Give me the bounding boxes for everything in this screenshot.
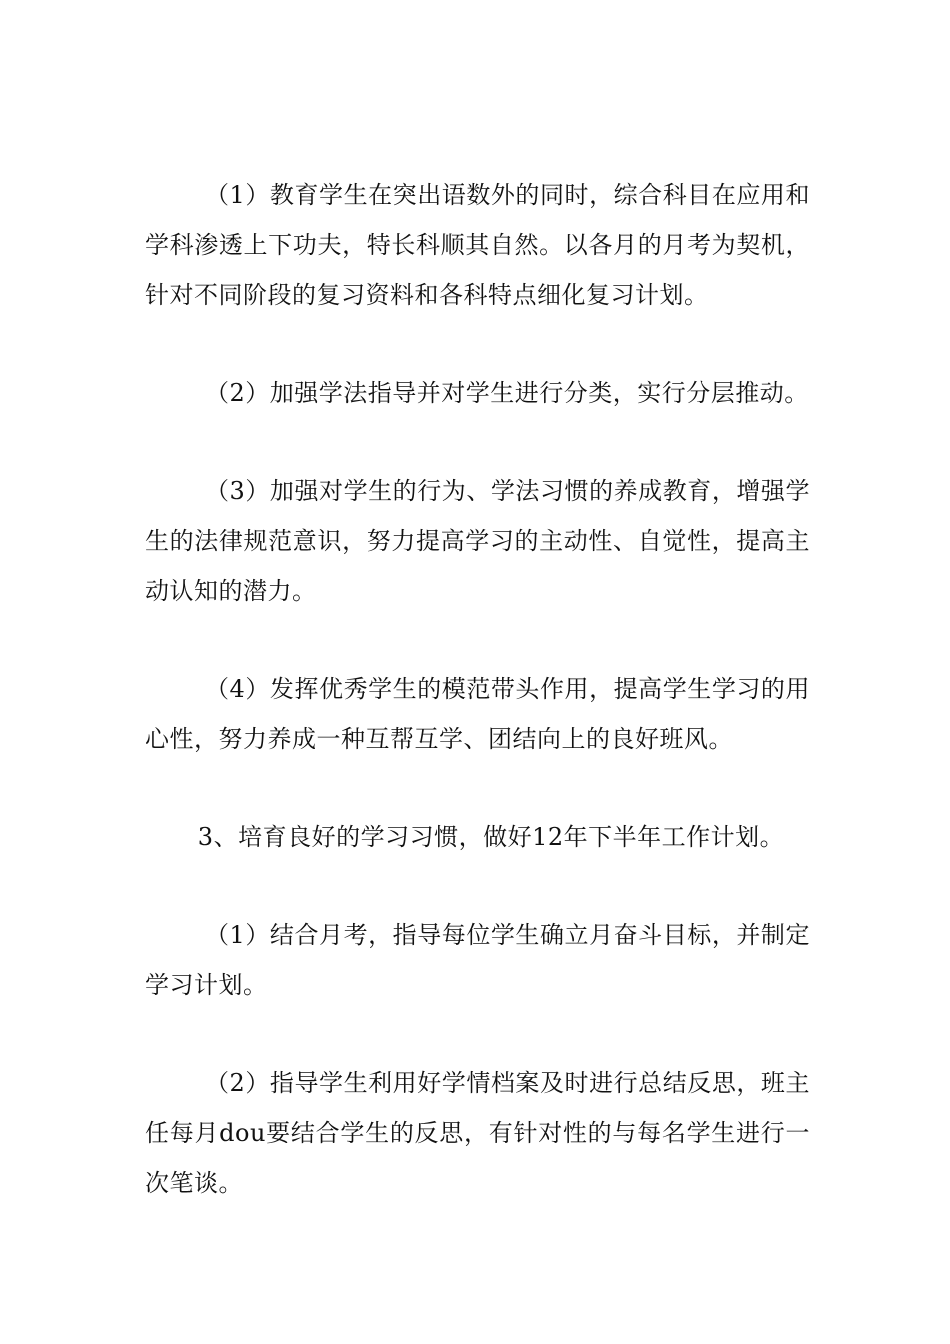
paragraph-item-3: （3）加强对学生的行为、学法习惯的养成教育，增强学生的法律规范意识，努力提高学习的主动性、自觉性，提高主动认知的潜力。 bbox=[145, 477, 810, 605]
paragraph-item-6: （2）指导学生利用好学情档案及时进行总结反思，班主任每月dou要结合学生的反思，有针对性的与每名学生进行一次笔谈。 bbox=[145, 1069, 810, 1197]
paragraph-item-5: （1）结合月考，指导每位学生确立月奋斗目标，并制定学习计划。 bbox=[145, 921, 810, 999]
section-heading-3: 3、培育良好的学习习惯，做好12年下半年工作计划。 bbox=[197, 823, 785, 851]
paragraph-item-1: （1）教育学生在突出语数外的同时，综合科目在应用和学科渗透上下功夫，特长科顺其自然。以各月的月考为契机，针对不同阶段的复习资料和各科特点细化复习计划。 bbox=[145, 181, 810, 309]
paragraph-item-2: （2）加强学法指导并对学生进行分类，实行分层推动。 bbox=[205, 379, 809, 407]
document-body bbox=[145, 170, 810, 1256]
paragraph-item-4: （4）发挥优秀学生的模范带头作用，提高学生学习的用心性，努力养成一种互帮互学、团结向上的良好班风。 bbox=[145, 675, 810, 753]
